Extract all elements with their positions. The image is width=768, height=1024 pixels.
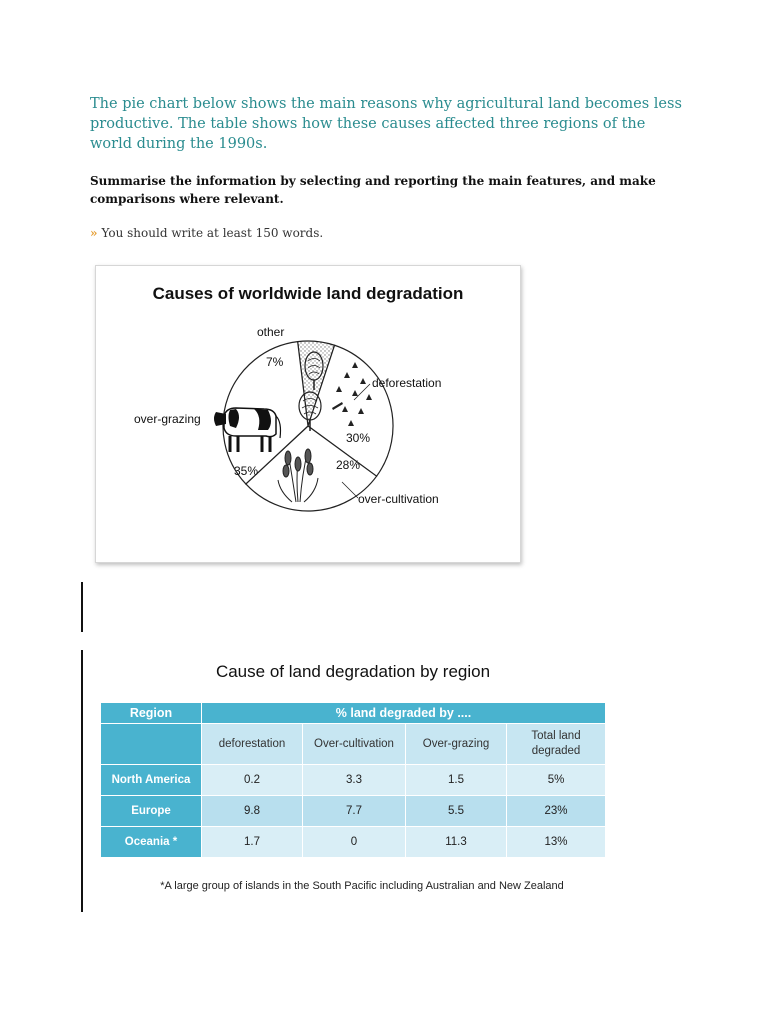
- col-header: Total land degraded: [507, 724, 606, 765]
- col-header: deforestation: [202, 724, 303, 765]
- task-intro: The pie chart below shows the main reasons why agricultural land becomes less productive. The table shows how these causes affected three regions of the world during the 1990s.: [90, 96, 682, 152]
- empty-header-cell: [101, 724, 202, 765]
- value-deforestation: 30%: [346, 431, 371, 445]
- table-cell: 3.3: [303, 765, 406, 796]
- value-over-cultivation: 28%: [336, 458, 361, 472]
- table-cell: 11.3: [406, 827, 507, 858]
- table-cell: 5.5: [406, 796, 507, 827]
- pie-chart: [96, 266, 520, 562]
- row-region: Oceania *: [101, 827, 202, 858]
- value-other: 7%: [266, 355, 284, 369]
- pie-chart-figure: [95, 265, 521, 563]
- table-cell: 0.2: [202, 765, 303, 796]
- table-cell: 1.5: [406, 765, 507, 796]
- col-header: Over-cultivation: [303, 724, 406, 765]
- divider-bar: [81, 650, 83, 912]
- word-count-note: [90, 226, 323, 240]
- table-row: [101, 765, 606, 796]
- pie-title: Causes of worldwide land degradation: [152, 284, 464, 303]
- value-over-grazing: 35%: [234, 464, 259, 478]
- region-table: [100, 702, 606, 858]
- divider-bar: [81, 582, 83, 632]
- header-region: Region: [101, 703, 202, 724]
- label-over-cultivation: over-cultivation: [358, 492, 439, 506]
- note-text: You should write at least 150 words.: [101, 226, 324, 240]
- label-other: other: [257, 325, 285, 339]
- table-cell: 7.7: [303, 796, 406, 827]
- label-over-grazing: over-grazing: [134, 412, 201, 426]
- table-cell: 1.7: [202, 827, 303, 858]
- table-cell: 5%: [507, 765, 606, 796]
- table-title: Cause of land degradation by region: [215, 662, 491, 681]
- table-cell: 0: [303, 827, 406, 858]
- row-region: North America: [101, 765, 202, 796]
- table-row: [101, 796, 606, 827]
- table-footnote: *A large group of islands in the South Pacific including Australian and New Zealand: [160, 880, 564, 892]
- row-region: Europe: [101, 796, 202, 827]
- label-deforestation: deforestation: [372, 376, 442, 390]
- col-header: Over-grazing: [406, 724, 507, 765]
- table-cell: 13%: [507, 827, 606, 858]
- table-cell: 9.8: [202, 796, 303, 827]
- table-cell: 23%: [507, 796, 606, 827]
- header-group: % land degraded by ....: [202, 703, 606, 724]
- task-instruction: Summarise the information by selecting and reporting the main features, and make comparisons where relevant.: [90, 174, 656, 206]
- chevron-right-icon: »: [90, 226, 98, 240]
- table-row: [101, 827, 606, 858]
